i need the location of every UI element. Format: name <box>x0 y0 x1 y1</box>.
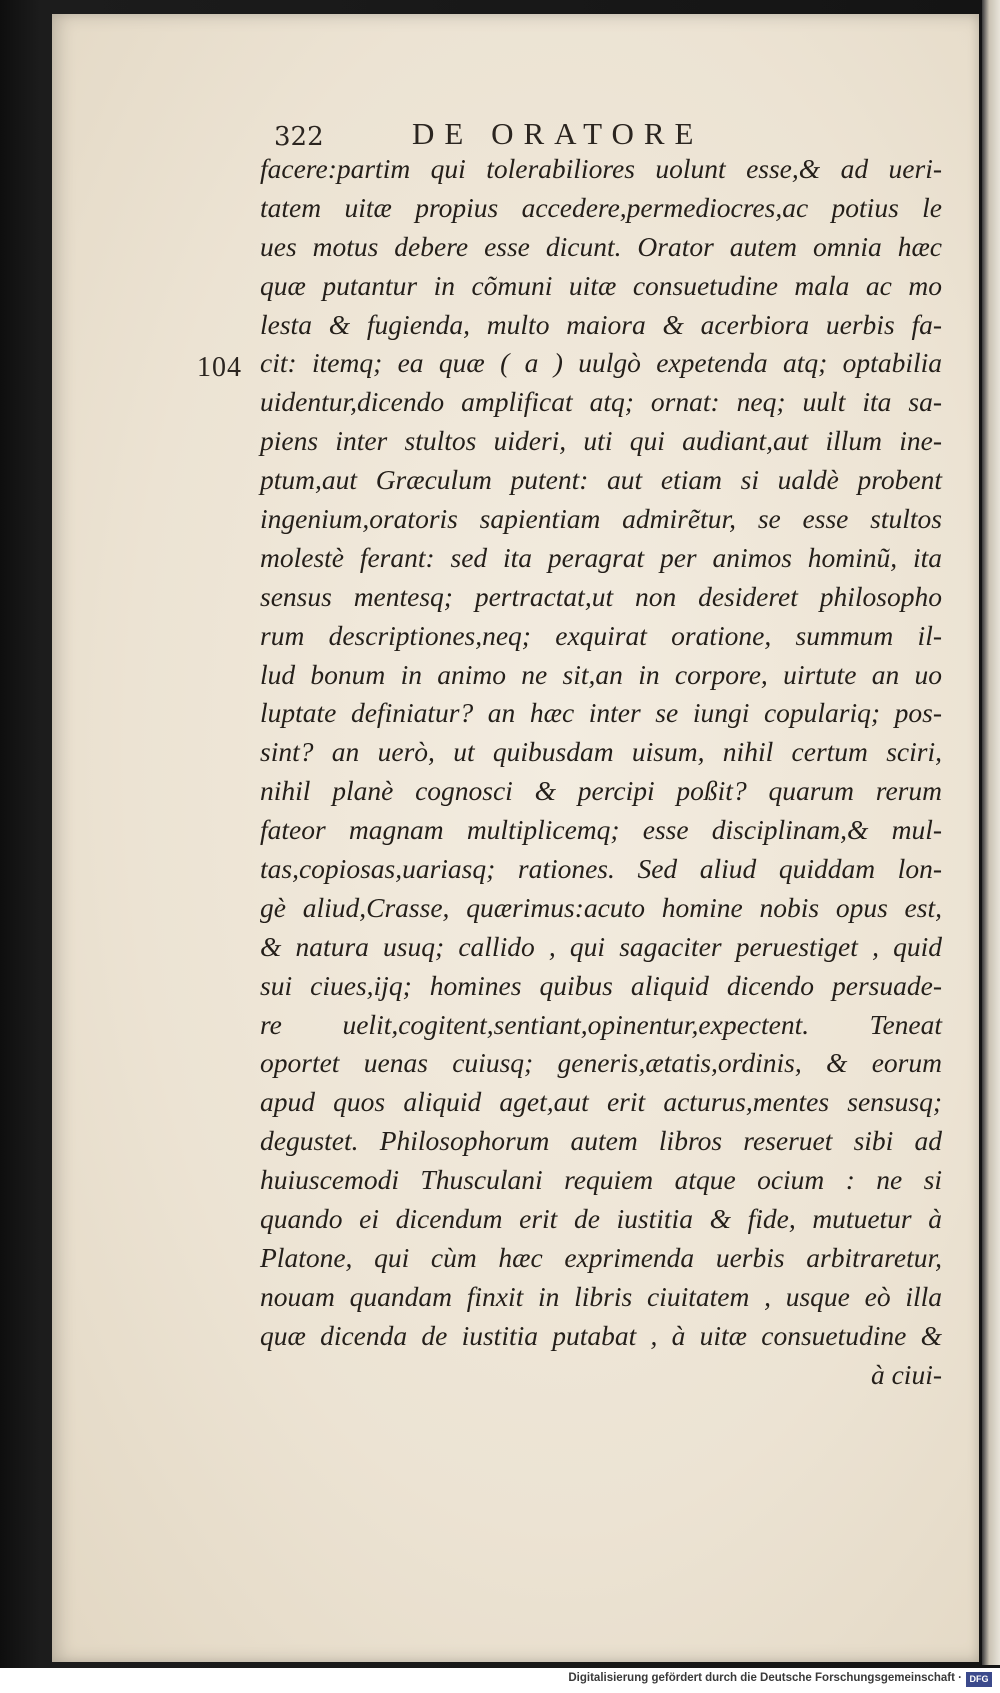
text-line: rum descriptiones,neq; exquirat oratione, summum il- <box>260 619 942 651</box>
text-line: quando ei dicendum erit de iustitia & fide, mutuetur à <box>260 1203 942 1235</box>
text-line: re uelit,cogitent,sentiant,opinentur,expectent. Teneat <box>260 1008 942 1040</box>
body-text <box>260 150 942 1395</box>
text-line: oportet uenas cuiusq; generis,ætatis,ordinis, & eorum <box>260 1047 942 1079</box>
catchword: à ciui- <box>870 1358 942 1390</box>
text-line: facere:partim qui tolerabiliores uolunt esse,& ad ueri- <box>260 153 942 184</box>
text-line: sensus mentesq; pertractat,ut non desideret philosopho <box>260 580 942 612</box>
text-line: cit: itemq; ea quæ ( a ) uulgò expetenda atq; optabilia <box>260 347 942 379</box>
text-line: nihil planè cognosci & percipi poßit? quarum rerum <box>260 775 942 807</box>
text-line: quæ dicenda de iustitia putabat , à uitæ consuetudine & <box>260 1319 942 1351</box>
text-line: degustet. Philosophorum autem libros reseruet sibi ad <box>260 1125 942 1157</box>
text-line: apud quos aliquid aget,aut erit acturus,mentes sensusq; <box>260 1086 942 1118</box>
text-line: gè aliud,Crasse, quærimus:acuto homine nobis opus est, <box>260 891 942 923</box>
text-line: molestè ferant: sed ita peragrat per animos hominũ, ita <box>260 541 942 573</box>
text-line: piens inter stultos uideri, uti qui audiant,aut illum ine- <box>260 425 942 457</box>
margin-note: 104 <box>197 352 242 383</box>
text-line: ptum,aut Græculum putent: aut etiam si ualdè probent <box>260 464 942 496</box>
text-line: ingenium,oratoris sapientiam admirẽtur, se esse stultos <box>260 503 942 535</box>
footer-credit: Digitalisierung gefördert durch die Deutsche Forschungsgemeinschaft · <box>568 1672 962 1684</box>
dfg-logo-icon: DFG <box>966 1672 992 1687</box>
text-line: fateor magnam multiplicemq; esse disciplinam,& mul- <box>260 814 942 846</box>
running-title: DE ORATORE <box>412 116 704 151</box>
text-line: lesta & fugienda, multo maiora & acerbiora uerbis fa- <box>260 308 942 340</box>
text-line: sui ciues,ijq; homines quibus aliquid dicendo persuade- <box>260 969 942 1001</box>
text-line: luptate definiatur? an hæc inter se iungi copulariq; pos- <box>260 697 942 729</box>
text-line: huiuscemodi Thusculani requiem atque ocium : ne si <box>260 1164 942 1196</box>
text-line: uidentur,dicendo amplificat atq; ornat: neq; uult ita sa- <box>260 386 942 418</box>
text-line: & natura usuq; callido , qui sagaciter peruestiget , quid <box>260 930 942 962</box>
book-page <box>52 14 979 1662</box>
text-line: tas,copiosas,uariasq; rationes. Sed aliud quiddam lon- <box>260 853 942 885</box>
text-line: nouam quandam finxit in libris ciuitatem , usque eò illa <box>260 1280 942 1312</box>
text-line: lud bonum in animo ne sit,an in corpore, uirtute an uo <box>260 658 942 690</box>
page-number: 322 <box>274 122 324 152</box>
text-line: sint? an uerò, ut quibusdam uisum, nihil certum sciri, <box>260 736 942 768</box>
footer-bar <box>0 1668 1000 1693</box>
text-line: tatem uitæ propius accedere,permediocres,ac potius le <box>260 191 942 223</box>
text-line: Platone, qui cùm hæc exprimenda uerbis arbitraretur, <box>260 1241 942 1273</box>
text-line: ues motus debere esse dicunt. Orator autem omnia hæc <box>260 230 942 262</box>
text-line: quæ putantur in cõmuni uitæ consuetudine mala ac mo <box>260 269 942 301</box>
page-edge <box>982 0 1000 1665</box>
